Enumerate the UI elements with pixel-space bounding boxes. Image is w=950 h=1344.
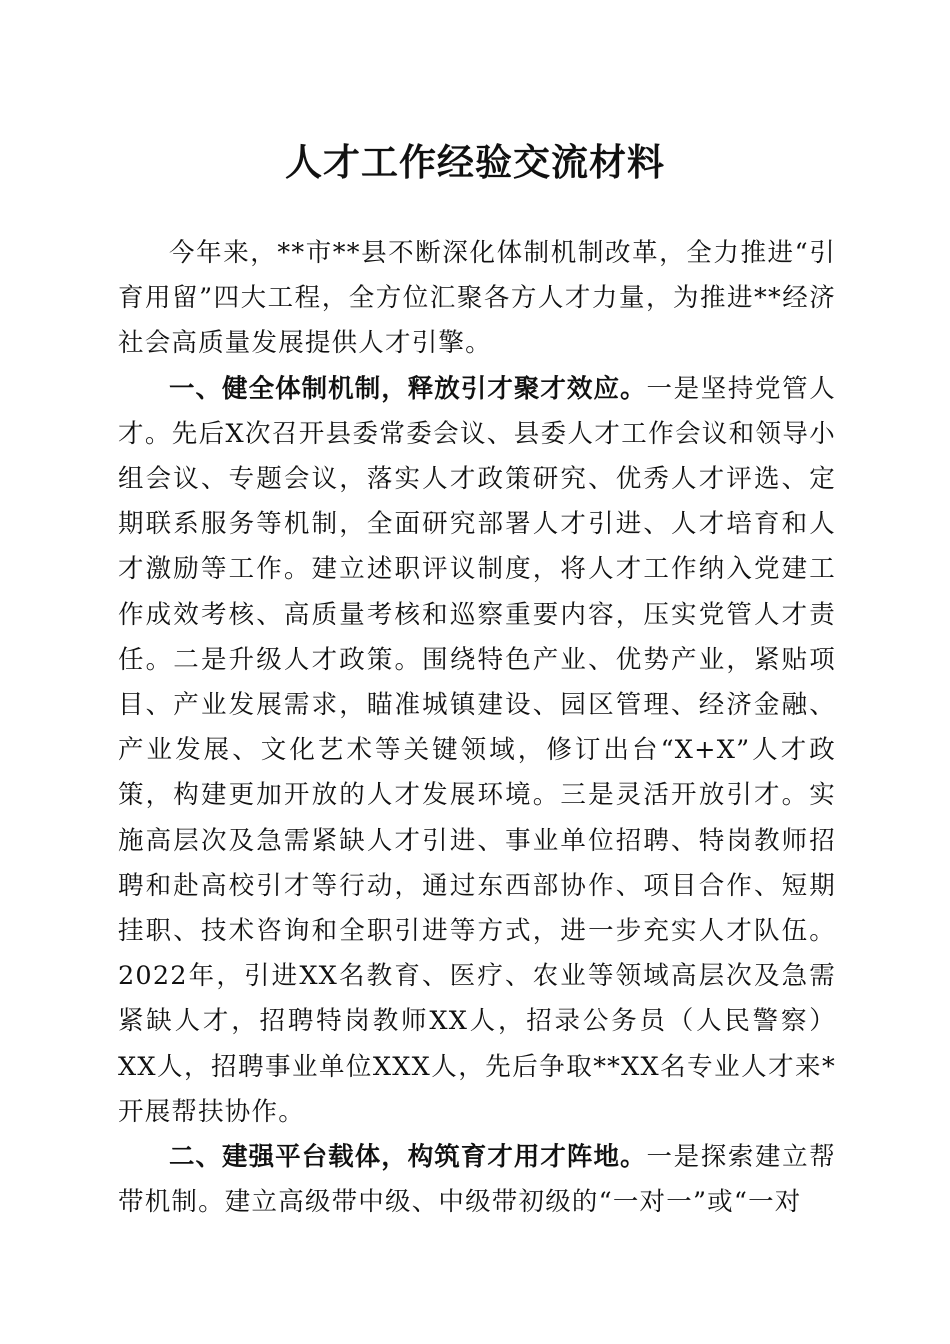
section-2-paragraph — [118, 1135, 836, 1225]
section-2-heading: 二、建强平台载体，构筑育才用才阵地。 — [169, 1142, 647, 1173]
section-1-heading: 一、健全体制机制，释放引才聚才效应。 — [169, 373, 647, 404]
section-1-text: 一是坚持党管人才。先后X次召开县委常委会议、县委人才工作会议和领导小组会议、专题会议，落实人才政策研究、优秀人才评选、定期联系服务等机制，全面研究部署人才引进、人才培育和人才激励等工作。建立述职评议制度，将人才工作纳入党建工作成效考核、高质量考核和巡察重要内容，压实党管人才责任。二是升级人才政策。围绕特色产业、优势产业，紧贴项目、产业发展需求，瞄准城镇建设、园区管理、经济金融、产业发展、文化艺术等关键领域，修订出台“X+X”人才政策，构建更加开放的人才发展环境。三是灵活开放引才。实施高层次及急需紧缺人才引进、事业单位招聘、特岗教师招聘和赴高校引才等行动，通过东西部协作、项目合作、短期挂职、技术咨询和全职引进等方式，进一步充实人才队伍。2022年，引进XX名教育、医疗、农业等领域高层次及急需紧缺人才，招聘特岗教师XX人，招录公务员（人民警察）XX人，招聘事业单位XXX人，先后争取**XX名专业人才来*开展帮扶协作。 — [118, 373, 836, 1127]
section-1-paragraph — [118, 367, 836, 1135]
intro-paragraph: 今年来，**市**县不断深化体制机制改革，全力推进“引育用留”四大工程，全方位汇聚各方人才力量，为推进**经济社会高质量发展提供人才引擎。 — [118, 238, 836, 359]
document-title: 人才工作经验交流材料 — [285, 140, 665, 184]
section-2-text: 一是探索建立帮带机制。建立高级带中级、中级带初级的“一对一”或“一对 — [118, 1142, 836, 1218]
document-body — [118, 231, 836, 1225]
